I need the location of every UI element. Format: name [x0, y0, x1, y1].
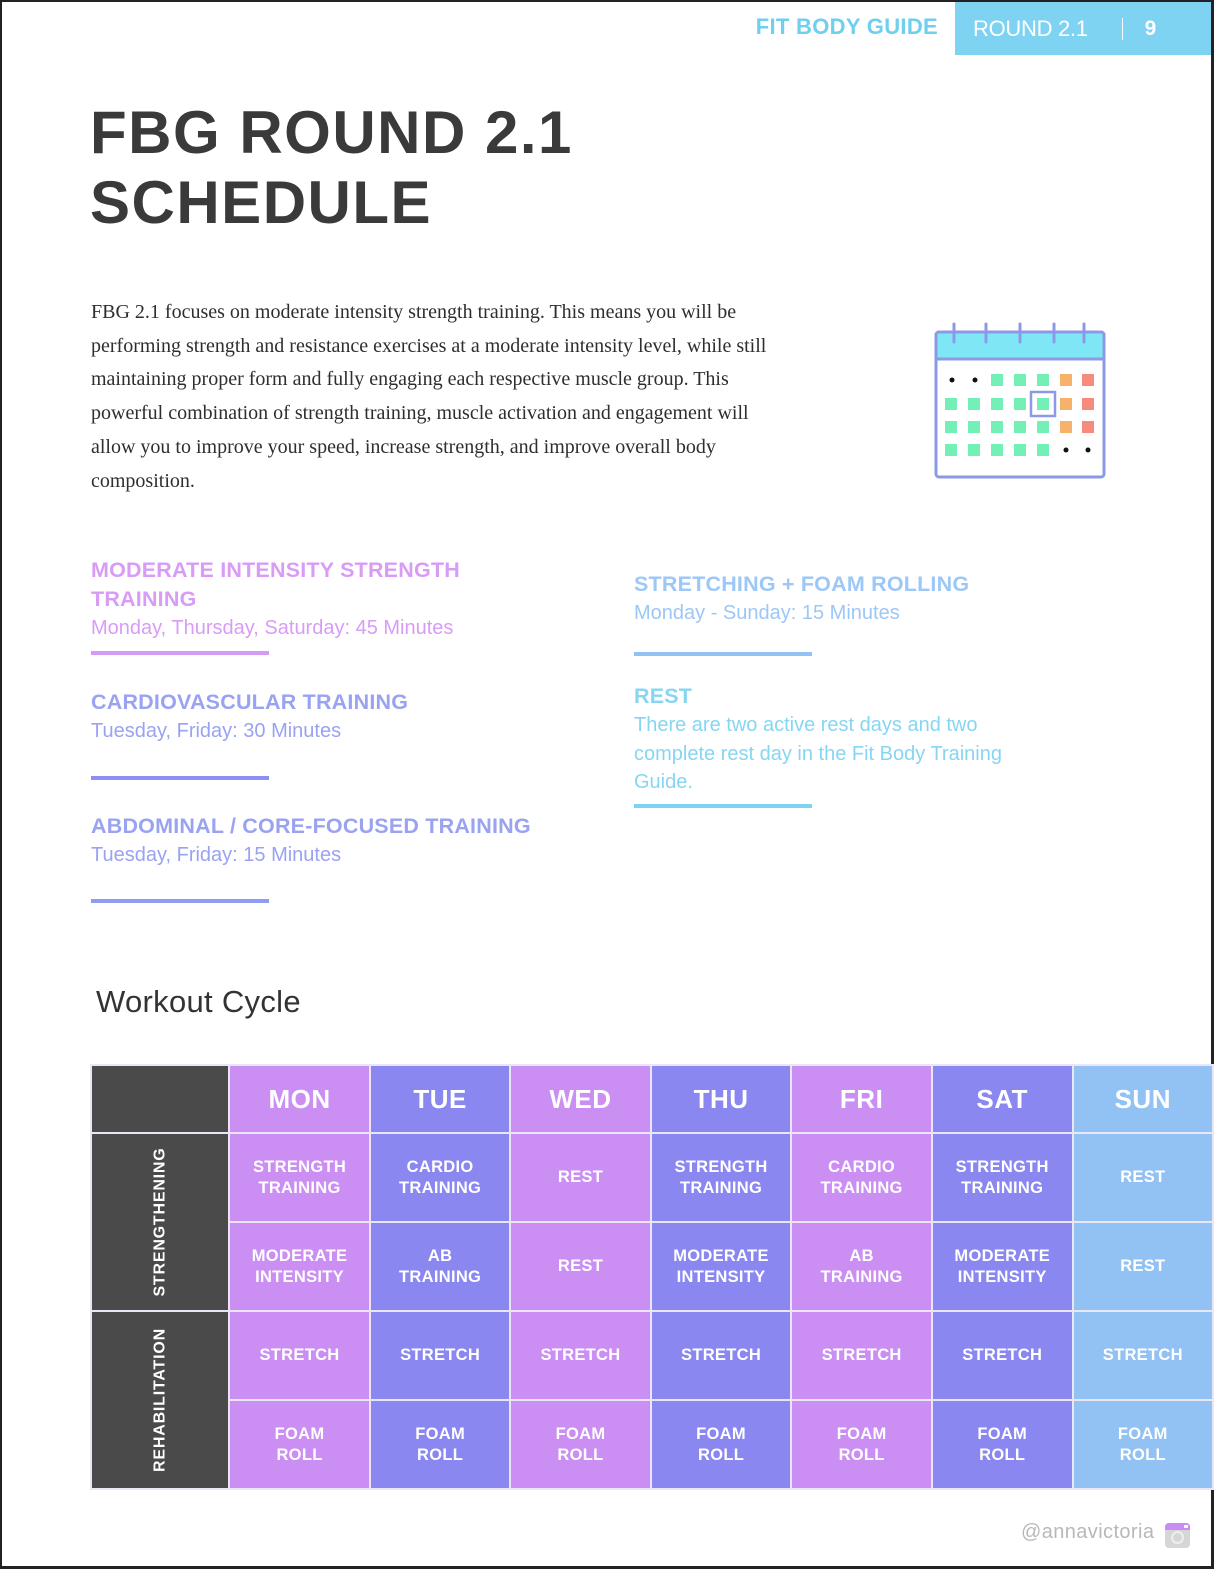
day-header: MON [229, 1065, 370, 1133]
table-cell: FOAM ROLL [229, 1400, 370, 1489]
day-header: SUN [1073, 1065, 1213, 1133]
table-cell: REST [1073, 1222, 1213, 1311]
instagram-icon[interactable] [1165, 1523, 1190, 1548]
section-rest [634, 682, 1034, 797]
section-underline [634, 652, 812, 656]
table-cell: STRETCH [229, 1311, 370, 1400]
calendar-icon [934, 322, 1106, 480]
table-cell: STRETCH [370, 1311, 510, 1400]
title-line-1: FBG ROUND 2.1 [90, 99, 573, 166]
table-cell: STRENGTH TRAINING [229, 1133, 370, 1222]
table-cell: STRENGTH TRAINING [932, 1133, 1073, 1222]
table-row [91, 1400, 1213, 1489]
table-cell: MODERATE INTENSITY [229, 1222, 370, 1311]
day-header: FRI [791, 1065, 931, 1133]
section-heading: MODERATE INTENSITY STRENGTH TRAINING [91, 558, 460, 611]
table-cell: STRENGTH TRAINING [651, 1133, 792, 1222]
section-heading: ABDOMINAL / CORE-FOCUSED TRAINING [91, 814, 531, 838]
day-header: WED [510, 1065, 650, 1133]
section-underline [91, 899, 269, 903]
table-cell: FOAM ROLL [1073, 1400, 1213, 1489]
table-row [91, 1133, 1213, 1222]
page-title [90, 98, 573, 238]
workout-cycle-title: Workout Cycle [96, 984, 301, 1019]
section-heading: CARDIOVASCULAR TRAINING [91, 690, 409, 714]
group-label-rehabilitation: REHABILITATION [91, 1311, 229, 1489]
workout-cycle-table [90, 1064, 1214, 1490]
table-cell: FOAM ROLL [370, 1400, 510, 1489]
table-row [91, 1311, 1213, 1400]
table-cell: REST [510, 1222, 650, 1311]
header-badge [955, 2, 1211, 55]
table-cell: STRETCH [932, 1311, 1073, 1400]
intro-paragraph: FBG 2.1 focuses on moderate intensity strength training. This means you will be performing strength and resistance exercises at a moderate intensity level, while still maintaining proper form and fully engaging each respective muscle group. This powerful combination of strength training, muscle activation and engagement will allow you to improve your speed, increase strength, and improve overall body composition. [91, 301, 767, 492]
table-cell: CARDIO TRAINING [791, 1133, 931, 1222]
table-cell: REST [510, 1133, 650, 1222]
table-cell: MODERATE INTENSITY [932, 1222, 1073, 1311]
section-abs [91, 812, 611, 870]
social-handle[interactable]: @annavictoria [1021, 1521, 1155, 1543]
table-cell: AB TRAINING [370, 1222, 510, 1311]
section-strength [91, 556, 511, 643]
table-header-row [91, 1065, 1213, 1133]
table-cell: STRETCH [651, 1311, 792, 1400]
page-number: 9 [1144, 16, 1157, 40]
table-corner [91, 1065, 229, 1133]
section-cardio [91, 688, 591, 746]
section-heading: STRETCHING + FOAM ROLLING [634, 572, 970, 596]
round-label: ROUND 2.1 [973, 15, 1088, 41]
section-heading: REST [634, 684, 693, 708]
table-cell: FOAM ROLL [932, 1400, 1073, 1489]
table-cell: STRETCH [1073, 1311, 1213, 1400]
table-cell: FOAM ROLL [791, 1400, 931, 1489]
section-detail: Monday - Sunday: 15 Minutes [634, 602, 900, 624]
table-cell: FOAM ROLL [651, 1400, 792, 1489]
table-cell: MODERATE INTENSITY [651, 1222, 792, 1311]
table-cell: FOAM ROLL [510, 1400, 650, 1489]
group-label-strengthening: STRENGTHENING [91, 1133, 229, 1311]
section-detail: Tuesday, Friday: 30 Minutes [91, 720, 342, 742]
title-line-2: SCHEDULE [90, 169, 433, 236]
section-stretch [634, 570, 1054, 628]
table-cell: CARDIO TRAINING [370, 1133, 510, 1222]
guide-label: FIT BODY GUIDE [755, 14, 938, 39]
section-underline [91, 651, 269, 655]
table-cell: AB TRAINING [791, 1222, 931, 1311]
header-divider [1122, 18, 1123, 40]
table-row [91, 1222, 1213, 1311]
table-cell: STRETCH [510, 1311, 650, 1400]
table-cell: REST [1073, 1133, 1213, 1222]
day-header: SAT [932, 1065, 1073, 1133]
section-detail: There are two active rest days and two complete rest day in the Fit Body Training Guide. [634, 714, 1002, 793]
section-detail: Tuesday, Friday: 15 Minutes [91, 844, 342, 866]
section-detail: Monday, Thursday, Saturday: 45 Minutes [91, 617, 454, 639]
section-underline [634, 804, 812, 808]
day-header: THU [651, 1065, 792, 1133]
table-cell: STRETCH [791, 1311, 931, 1400]
day-header: TUE [370, 1065, 510, 1133]
section-underline [91, 776, 269, 780]
